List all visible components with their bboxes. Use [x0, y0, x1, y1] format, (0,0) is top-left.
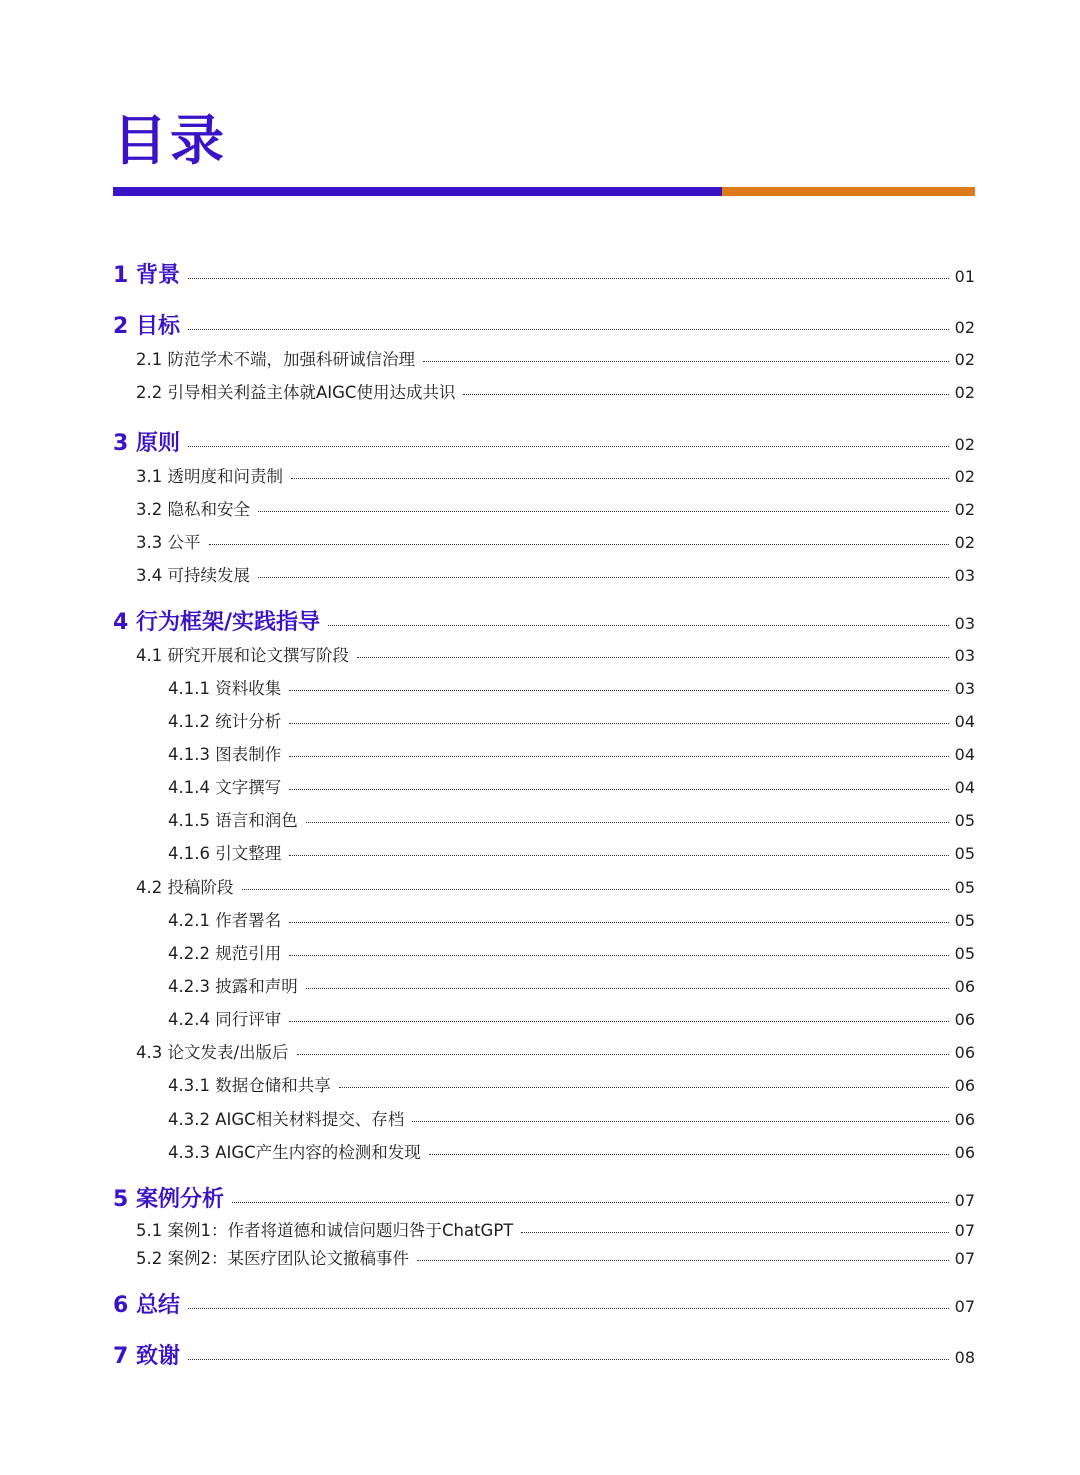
toc-dot-leader [423, 361, 949, 362]
toc-dot-leader [289, 690, 948, 691]
toc-dot-leader [289, 1021, 948, 1022]
toc-entry-label: 4.2.4 同行评审 [168, 1010, 282, 1029]
toc-entry[interactable] [168, 840, 975, 864]
toc-entry[interactable] [136, 346, 975, 370]
toc-entry-page: 07 [954, 1191, 975, 1210]
toc-entry[interactable] [168, 741, 975, 765]
toc-entry-label: 4.2 投稿阶段 [136, 878, 234, 897]
toc-dot-leader [297, 1054, 949, 1055]
toc-entry-label: 4.1 研究开展和论文撰写阶段 [136, 646, 349, 665]
toc-entry-label: 3.2 隐私和安全 [136, 500, 250, 519]
toc-entry-page: 06 [954, 1110, 975, 1129]
toc-entry-page: 01 [954, 267, 975, 286]
toc-entry-label: 3.4 可持续发展 [136, 566, 250, 585]
toc-entry-label: 7 致谢 [113, 1344, 180, 1369]
toc-entry-page: 03 [954, 646, 975, 665]
toc-dot-leader [258, 511, 949, 512]
toc-entry-label: 5.2 案例2：某医疗团队论文撤稿事件 [136, 1249, 409, 1268]
toc-entry-page: 07 [954, 1221, 975, 1240]
toc-entry-label: 4.2.2 规范引用 [168, 944, 282, 963]
toc-entry[interactable] [113, 258, 975, 289]
toc-entry-label: 4.1.6 引文整理 [168, 844, 282, 863]
toc-entry-label: 1 背景 [113, 263, 180, 288]
toc-entry[interactable] [168, 940, 975, 964]
toc-entry-page: 07 [954, 1297, 975, 1316]
toc-dot-leader [289, 855, 948, 856]
title-rule-orange [722, 187, 975, 196]
toc-entry-label: 6 总结 [113, 1293, 180, 1318]
toc-entry[interactable] [168, 807, 975, 831]
toc-entry-page: 02 [954, 533, 975, 552]
toc-entry-page: 02 [954, 500, 975, 519]
toc-entry-label: 4.1.5 语言和润色 [168, 811, 298, 830]
toc-entry-page: 04 [954, 712, 975, 731]
toc-entry[interactable] [136, 496, 975, 520]
toc-entry-label: 4.3.3 AIGC产生内容的检测和发现 [168, 1143, 421, 1162]
toc-entry-page: 04 [954, 778, 975, 797]
toc-entry[interactable] [168, 1139, 975, 1163]
title-rule-blue [113, 187, 722, 196]
toc-dot-leader [289, 789, 948, 790]
toc-dot-leader [521, 1232, 948, 1233]
toc-dot-leader [188, 278, 949, 279]
toc-entry[interactable] [136, 379, 975, 403]
toc-entry-page: 03 [954, 614, 975, 633]
toc-entry-page: 02 [954, 318, 975, 337]
toc-entry-label: 4.3.2 AIGC相关材料提交、存档 [168, 1110, 405, 1129]
toc-dot-leader [328, 625, 949, 626]
toc-dot-leader [188, 446, 949, 447]
toc-entry-page: 06 [954, 1043, 975, 1062]
toc-entry-page: 03 [954, 566, 975, 585]
toc-entry[interactable] [113, 605, 975, 636]
toc-entry-label: 4.2.1 作者署名 [168, 911, 282, 930]
toc-entry[interactable] [113, 426, 975, 457]
toc-dot-leader [412, 1121, 948, 1122]
toc-entry-label: 3 原则 [113, 431, 180, 456]
toc-entry-page: 06 [954, 977, 975, 996]
toc-entry-label: 4.2.3 披露和声明 [168, 977, 298, 996]
toc-entry[interactable] [136, 874, 975, 898]
toc-entry-label: 5 案例分析 [113, 1187, 224, 1212]
toc-entry-page: 02 [954, 350, 975, 369]
toc-dot-leader [188, 329, 949, 330]
toc-dot-leader [289, 955, 948, 956]
toc-entry[interactable] [113, 1182, 975, 1213]
toc-entry[interactable] [136, 562, 975, 586]
toc-entry-page: 05 [954, 811, 975, 830]
toc-entry-label: 4 行为框架/实践指导 [113, 610, 321, 635]
toc-entry[interactable] [168, 1006, 975, 1030]
toc-entry[interactable] [168, 907, 975, 931]
toc-entry[interactable] [168, 708, 975, 732]
toc-dot-leader [306, 988, 949, 989]
toc-dot-leader [232, 1202, 949, 1203]
toc-entry-label: 4.1.3 图表制作 [168, 745, 282, 764]
toc-entry-label: 4.3.1 数据仓储和共享 [168, 1076, 331, 1095]
toc-dot-leader [188, 1359, 949, 1360]
toc-entry-page: 06 [954, 1143, 975, 1162]
toc-dot-leader [289, 723, 948, 724]
toc-entry[interactable] [168, 675, 975, 699]
toc-entry-label: 4.1.4 文字撰写 [168, 778, 282, 797]
toc-dot-leader [357, 657, 949, 658]
toc-dot-leader [242, 889, 949, 890]
toc-dot-leader [289, 922, 948, 923]
toc-entry-label: 4.1.2 统计分析 [168, 712, 282, 731]
toc-entry-label: 3.1 透明度和问责制 [136, 467, 283, 486]
toc-dot-leader [339, 1087, 949, 1088]
toc-entry[interactable] [113, 1339, 975, 1370]
page-title: 目录 [113, 109, 227, 172]
toc-entry-page: 02 [954, 435, 975, 454]
toc-entry[interactable] [136, 463, 975, 487]
toc-entry-page: 05 [954, 944, 975, 963]
toc-entry[interactable] [168, 774, 975, 798]
toc-dot-leader [429, 1154, 949, 1155]
toc-entry-page: 07 [954, 1249, 975, 1268]
toc-dot-leader [291, 478, 949, 479]
toc-dot-leader [417, 1260, 949, 1261]
toc-entry[interactable] [113, 1288, 975, 1319]
toc-entry-page: 05 [954, 844, 975, 863]
toc-entry[interactable] [168, 973, 975, 997]
toc-entry[interactable] [136, 529, 975, 553]
toc-entry-label: 4.1.1 资料收集 [168, 679, 282, 698]
toc-dot-leader [209, 544, 949, 545]
toc-entry-page: 03 [954, 679, 975, 698]
toc-entry-page: 02 [954, 383, 975, 402]
toc-dot-leader [258, 577, 949, 578]
toc-dot-leader [289, 756, 948, 757]
toc-entry[interactable] [136, 1039, 975, 1063]
toc-entry[interactable] [113, 309, 975, 340]
toc-entry[interactable] [168, 1072, 975, 1096]
toc-entry-page: 02 [954, 467, 975, 486]
toc-entry-page: 04 [954, 745, 975, 764]
toc-entry-label: 2.2 引导相关利益主体就AIGC使用达成共识 [136, 383, 456, 402]
toc-entry-label: 3.3 公平 [136, 533, 201, 552]
toc-dot-leader [463, 394, 948, 395]
toc-dot-leader [306, 822, 949, 823]
toc-entry[interactable] [136, 1217, 975, 1241]
toc-entry-label: 4.3 论文发表/出版后 [136, 1043, 289, 1062]
toc-entry-page: 06 [954, 1010, 975, 1029]
toc-entry[interactable] [168, 1106, 975, 1130]
toc-entry-page: 08 [954, 1348, 975, 1367]
toc-entry-label: 5.1 案例1：作者将道德和诚信问题归咎于ChatGPT [136, 1221, 514, 1240]
toc-entry-label: 2 目标 [113, 314, 180, 339]
toc-dot-leader [188, 1308, 949, 1309]
toc-entry-page: 05 [954, 911, 975, 930]
toc-entry[interactable] [136, 642, 975, 666]
toc-entry-label: 2.1 防范学术不端，加强科研诚信治理 [136, 350, 415, 369]
toc-entry-page: 05 [954, 878, 975, 897]
toc-entry-page: 06 [954, 1076, 975, 1095]
toc-entry[interactable] [136, 1245, 975, 1269]
